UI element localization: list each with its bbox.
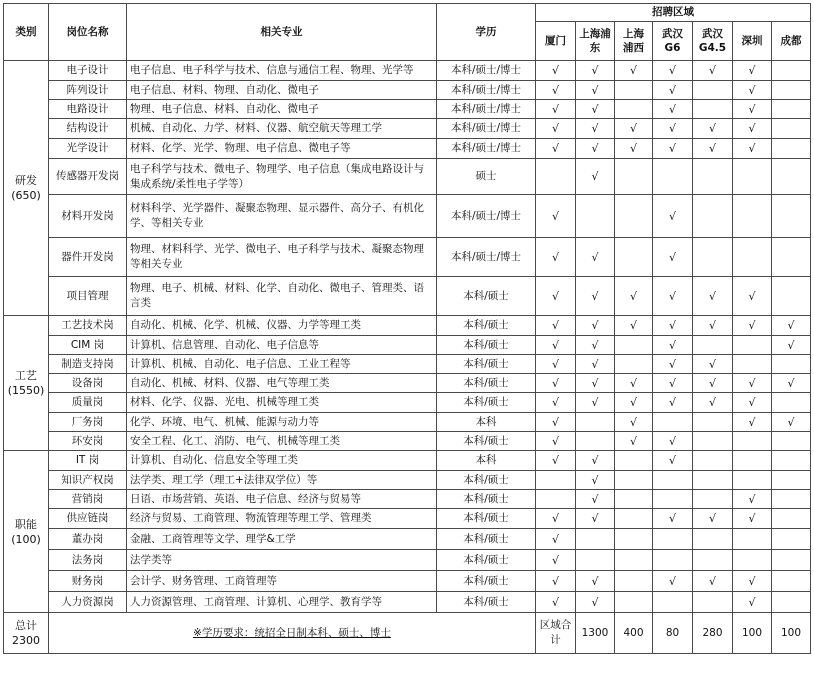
region-empty-cell [536,159,576,195]
region-check-mark: √ [576,238,615,277]
header-region-shanghai-puxi: 上海浦西 [615,22,653,61]
header-region-shanghai-pudong: 上海浦东 [576,22,615,61]
region-check-mark: √ [536,61,576,81]
region-empty-cell [615,529,653,550]
education-requirement: 本科/硕士 [437,592,536,613]
education-requirement: 本科/硕士 [437,490,536,509]
region-check-mark: √ [536,316,576,336]
region-check-mark: √ [653,119,693,139]
education-requirement: 本科/硕士 [437,529,536,550]
region-check-mark: √ [536,277,576,316]
table-body [4,61,811,613]
position-name: 结构设计 [49,119,127,139]
region-check-mark: √ [536,592,576,613]
related-majors: 物理、材料科学、光学、微电子、电子科学与技术、凝聚态物理等相关专业 [127,238,437,277]
education-requirement: 本科/硕士/博士 [437,195,536,238]
region-empty-cell [733,355,772,374]
region-empty-cell [772,100,811,119]
region-check-mark: √ [576,316,615,336]
region-total-value: 100 [772,613,811,654]
region-check-mark: √ [536,195,576,238]
position-name: CIM 岗 [49,336,127,355]
education-requirement: 本科/硕士 [437,355,536,374]
region-check-mark: √ [653,61,693,81]
education-note: ※学历要求：统招全日制本科、硕士、博士 [193,626,391,639]
region-check-mark: √ [536,355,576,374]
region-check-mark: √ [733,571,772,592]
related-majors: 电子信息、材料、物理、自动化、微电子 [127,81,437,100]
region-empty-cell [576,550,615,571]
region-check-mark: √ [576,139,615,159]
region-empty-cell [615,471,653,490]
table-row [4,159,811,195]
region-check-mark: √ [733,316,772,336]
region-check-mark: √ [733,374,772,393]
region-check-mark: √ [536,550,576,571]
category-name: 工艺 [15,369,37,382]
region-check-mark: √ [536,119,576,139]
position-name: 设备岗 [49,374,127,393]
region-check-mark: √ [615,413,653,432]
table-row [4,81,811,100]
related-majors: 材料科学、光学器件、凝聚态物理、显示器件、高分子、有机化学、等相关专业 [127,195,437,238]
related-majors: 金融、工商管理等文学、理学&工学 [127,529,437,550]
header-region-wuhan-g45: 武汉G4.5 [693,22,733,61]
table-row [4,355,811,374]
region-check-mark: √ [615,374,653,393]
education-requirement: 本科 [437,413,536,432]
region-check-mark: √ [576,61,615,81]
region-empty-cell [653,529,693,550]
region-total-value: 400 [615,613,653,654]
region-check-mark: √ [576,355,615,374]
region-total-value: 80 [653,613,693,654]
position-name: 电子设计 [49,61,127,81]
related-majors: 人力资源管理、工商管理、计算机、心理学、教育学等 [127,592,437,613]
region-empty-cell [653,159,693,195]
region-total-value: 100 [733,613,772,654]
region-empty-cell [693,100,733,119]
education-note-cell [49,613,536,654]
position-name: 项目管理 [49,277,127,316]
category-cell [4,61,49,316]
education-requirement: 本科/硕士 [437,509,536,529]
related-majors: 材料、化学、光学、物理、电子信息、微电子等 [127,139,437,159]
position-name: 阵列设计 [49,81,127,100]
position-name: 器件开发岗 [49,238,127,277]
region-empty-cell [576,432,615,451]
header-region-chengdu: 成都 [772,22,811,61]
related-majors: 法学类、理工学（理工+法律双学位）等 [127,471,437,490]
table-row [4,571,811,592]
education-requirement: 本科/硕士 [437,550,536,571]
total-label: 总计 [15,619,37,632]
region-check-mark: √ [653,451,693,471]
region-empty-cell [733,336,772,355]
region-empty-cell [615,509,653,529]
category-count: (1550) [7,384,45,397]
region-check-mark: √ [733,61,772,81]
region-empty-cell [615,336,653,355]
region-empty-cell [772,451,811,471]
region-check-mark: √ [536,100,576,119]
region-check-mark: √ [772,374,811,393]
region-check-mark: √ [693,374,733,393]
region-check-mark: √ [733,490,772,509]
education-requirement: 本科/硕士 [437,471,536,490]
region-check-mark: √ [536,509,576,529]
region-check-mark: √ [576,374,615,393]
region-empty-cell [693,490,733,509]
region-empty-cell [772,277,811,316]
region-check-mark: √ [653,336,693,355]
related-majors: 计算机、信息管理、自动化、电子信息等 [127,336,437,355]
region-empty-cell [693,471,733,490]
region-empty-cell [653,550,693,571]
region-check-mark: √ [576,471,615,490]
region-check-mark: √ [733,81,772,100]
region-check-mark: √ [693,393,733,413]
related-majors: 电子科学与技术、微电子、物理学、电子信息（集成电路设计与集成系统/柔性电子学等） [127,159,437,195]
position-name: 供应链岗 [49,509,127,529]
header-majors: 相关专业 [127,4,437,61]
position-name: 董办岗 [49,529,127,550]
region-total-value: 1300 [576,613,615,654]
related-majors: 计算机、机械、自动化、电子信息、工业工程等 [127,355,437,374]
table-row [4,336,811,355]
related-majors: 电子信息、电子科学与技术、信息与通信工程、物理、光学等 [127,61,437,81]
header-education: 学历 [437,4,536,61]
table-row [4,451,811,471]
region-check-mark: √ [733,119,772,139]
region-empty-cell [615,81,653,100]
region-check-mark: √ [536,238,576,277]
related-majors: 自动化、机械、材料、仪器、电气等理工类 [127,374,437,393]
table-row [4,550,811,571]
region-check-mark: √ [576,159,615,195]
region-empty-cell [536,471,576,490]
education-requirement: 本科 [437,451,536,471]
region-empty-cell [772,571,811,592]
region-empty-cell [693,529,733,550]
position-name: 工艺技术岗 [49,316,127,336]
region-check-mark: √ [693,509,733,529]
region-check-mark: √ [576,571,615,592]
related-majors: 计算机、自动化、信息安全等理工类 [127,451,437,471]
region-check-mark: √ [576,336,615,355]
region-empty-cell [733,550,772,571]
region-empty-cell [772,238,811,277]
region-empty-cell [693,159,733,195]
total-cell [4,613,49,654]
table-row [4,100,811,119]
category-name: 研发 [15,174,37,187]
region-check-mark: √ [772,336,811,355]
region-check-mark: √ [536,432,576,451]
region-check-mark: √ [536,393,576,413]
category-count: (100) [11,532,41,546]
education-requirement: 硕士 [437,159,536,195]
education-requirement: 本科/硕士 [437,571,536,592]
position-name: 材料开发岗 [49,195,127,238]
education-requirement: 本科/硕士/博士 [437,81,536,100]
region-empty-cell [772,355,811,374]
region-check-mark: √ [536,451,576,471]
region-empty-cell [733,195,772,238]
region-check-mark: √ [733,277,772,316]
region-check-mark: √ [653,316,693,336]
region-empty-cell [693,550,733,571]
region-empty-cell [772,195,811,238]
position-name: 法务岗 [49,550,127,571]
region-check-mark: √ [733,413,772,432]
region-empty-cell [653,471,693,490]
region-empty-cell [733,471,772,490]
region-empty-cell [772,81,811,100]
region-check-mark: √ [693,355,733,374]
region-check-mark: √ [653,195,693,238]
region-empty-cell [733,451,772,471]
table-row [4,316,811,336]
position-name: 财务岗 [49,571,127,592]
education-requirement: 本科/硕士 [437,374,536,393]
region-check-mark: √ [772,413,811,432]
table-row [4,490,811,509]
region-empty-cell [615,550,653,571]
region-check-mark: √ [693,61,733,81]
region-check-mark: √ [615,393,653,413]
education-requirement: 本科/硕士 [437,432,536,451]
region-empty-cell [772,432,811,451]
related-majors: 机械、自动化、力学、材料、仪器、航空航天等理工学 [127,119,437,139]
header-region-group: 招聘区域 [536,4,811,22]
region-check-mark: √ [536,529,576,550]
table-row [4,592,811,613]
related-majors: 会计学、财务管理、工商管理等 [127,571,437,592]
region-check-mark: √ [536,571,576,592]
education-requirement: 本科/硕士 [437,316,536,336]
education-requirement: 本科/硕士 [437,277,536,316]
position-name: 知识产权岗 [49,471,127,490]
table-row [4,195,811,238]
region-check-mark: √ [733,100,772,119]
region-empty-cell [772,509,811,529]
total-value: 2300 [12,634,40,647]
region-check-mark: √ [653,509,693,529]
related-majors: 经济与贸易、工商管理、物流管理等理工学、管理类 [127,509,437,529]
table-row [4,374,811,393]
region-check-mark: √ [576,490,615,509]
region-empty-cell [576,529,615,550]
table-row [4,413,811,432]
table-row [4,139,811,159]
region-check-mark: √ [536,413,576,432]
region-empty-cell [772,529,811,550]
recruitment-table [3,3,811,654]
position-name: 制造支持岗 [49,355,127,374]
region-total-value: 280 [693,613,733,654]
region-empty-cell [772,393,811,413]
region-total-label: 区域合计 [536,613,576,654]
related-majors: 材料、化学、仪器、光电、机械等理工类 [127,393,437,413]
related-majors: 安全工程、化工、消防、电气、机械等理工类 [127,432,437,451]
region-check-mark: √ [536,139,576,159]
region-check-mark: √ [576,277,615,316]
education-requirement: 本科/硕士/博士 [437,139,536,159]
region-check-mark: √ [693,316,733,336]
region-empty-cell [693,592,733,613]
region-empty-cell [772,119,811,139]
table-row [4,238,811,277]
region-empty-cell [733,432,772,451]
region-check-mark: √ [653,81,693,100]
region-check-mark: √ [615,316,653,336]
header-position: 岗位名称 [49,4,127,61]
region-empty-cell [693,238,733,277]
region-check-mark: √ [576,393,615,413]
region-empty-cell [772,139,811,159]
region-check-mark: √ [733,592,772,613]
region-check-mark: √ [653,277,693,316]
table-row [4,61,811,81]
related-majors: 化学、环境、电气、机械、能源与动力等 [127,413,437,432]
region-empty-cell [615,451,653,471]
region-empty-cell [733,238,772,277]
category-cell [4,316,49,451]
education-requirement: 本科/硕士/博士 [437,100,536,119]
header-region-wuhan-g6: 武汉G6 [653,22,693,61]
position-name: 人力资源岗 [49,592,127,613]
related-majors: 物理、电子信息、材料、自动化、微电子 [127,100,437,119]
table-row [4,277,811,316]
region-check-mark: √ [615,119,653,139]
category-count: (650) [11,189,41,202]
education-requirement: 本科/硕士 [437,336,536,355]
region-empty-cell [772,159,811,195]
region-empty-cell [693,451,733,471]
table-row [4,529,811,550]
region-check-mark: √ [733,139,772,159]
header-region-xiamen: 厦门 [536,22,576,61]
region-empty-cell [615,571,653,592]
region-empty-cell [772,490,811,509]
table-row [4,393,811,413]
position-name: 营销岗 [49,490,127,509]
related-majors: 日语、市场营销、英语、电子信息、经济与贸易等 [127,490,437,509]
region-empty-cell [615,490,653,509]
related-majors: 物理、电子、机械、材料、化学、自动化、微电子、管理类、语言类 [127,277,437,316]
header-category: 类别 [4,4,49,61]
region-check-mark: √ [576,451,615,471]
region-check-mark: √ [576,119,615,139]
position-name: 质量岗 [49,393,127,413]
region-empty-cell [536,490,576,509]
region-check-mark: √ [693,119,733,139]
region-empty-cell [653,592,693,613]
region-empty-cell [693,432,733,451]
region-check-mark: √ [576,81,615,100]
category-cell [4,451,49,613]
education-requirement: 本科/硕士/博士 [437,238,536,277]
region-check-mark: √ [733,393,772,413]
position-name: 厂务岗 [49,413,127,432]
region-check-mark: √ [576,100,615,119]
region-check-mark: √ [653,374,693,393]
region-empty-cell [772,471,811,490]
table-row [4,432,811,451]
region-check-mark: √ [653,100,693,119]
region-check-mark: √ [576,592,615,613]
region-empty-cell [653,490,693,509]
region-empty-cell [772,550,811,571]
table-row [4,471,811,490]
position-name: 光学设计 [49,139,127,159]
region-empty-cell [615,159,653,195]
region-check-mark: √ [653,355,693,374]
region-check-mark: √ [772,316,811,336]
region-check-mark: √ [536,336,576,355]
education-requirement: 本科/硕士/博士 [437,61,536,81]
region-check-mark: √ [615,61,653,81]
region-check-mark: √ [615,139,653,159]
region-check-mark: √ [615,432,653,451]
education-requirement: 本科/硕士 [437,393,536,413]
region-check-mark: √ [653,571,693,592]
region-empty-cell [772,592,811,613]
region-empty-cell [693,413,733,432]
region-empty-cell [733,159,772,195]
region-check-mark: √ [536,81,576,100]
region-empty-cell [653,413,693,432]
position-name: 传感器开发岗 [49,159,127,195]
position-name: 环安岗 [49,432,127,451]
region-empty-cell [615,195,653,238]
region-empty-cell [615,238,653,277]
region-check-mark: √ [653,432,693,451]
region-empty-cell [693,195,733,238]
table-row [4,509,811,529]
position-name: 电路设计 [49,100,127,119]
related-majors: 自动化、机械、化学、机械、仪器、力学等理工类 [127,316,437,336]
position-name: IT 岗 [49,451,127,471]
region-empty-cell [733,529,772,550]
region-check-mark: √ [536,374,576,393]
table-row [4,119,811,139]
region-check-mark: √ [693,277,733,316]
region-check-mark: √ [653,139,693,159]
header-region-shenzhen: 深圳 [733,22,772,61]
education-requirement: 本科/硕士/博士 [437,119,536,139]
region-check-mark: √ [733,509,772,529]
region-empty-cell [693,336,733,355]
related-majors: 法学类等 [127,550,437,571]
region-empty-cell [693,81,733,100]
region-empty-cell [576,413,615,432]
category-name: 职能 [15,517,37,531]
region-check-mark: √ [653,238,693,277]
region-empty-cell [615,100,653,119]
region-check-mark: √ [576,509,615,529]
region-check-mark: √ [693,571,733,592]
region-empty-cell [576,195,615,238]
region-empty-cell [772,61,811,81]
region-empty-cell [615,592,653,613]
region-check-mark: √ [693,139,733,159]
region-check-mark: √ [653,393,693,413]
region-check-mark: √ [615,277,653,316]
region-empty-cell [615,355,653,374]
